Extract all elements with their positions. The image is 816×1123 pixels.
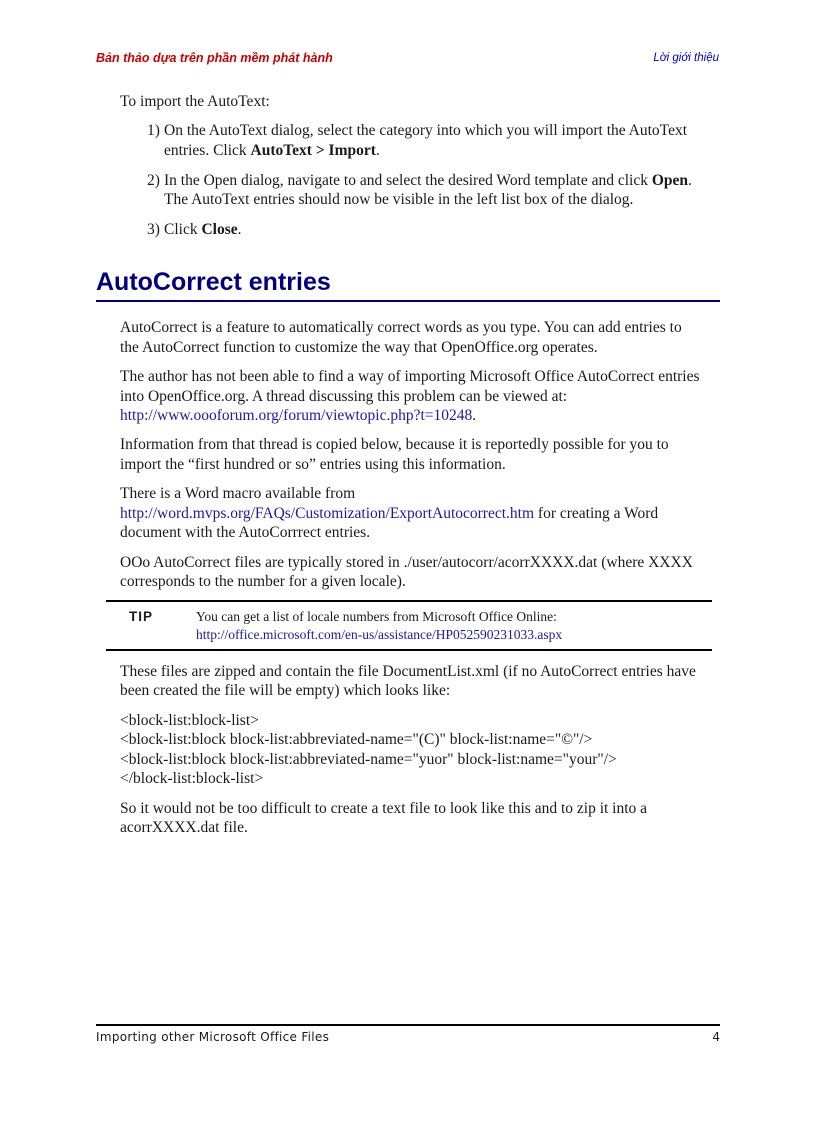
code-line-3: <block-list:block block-list:abbreviated-name="yuor" block-list:name="your"/> [120,751,617,768]
paragraph-2-line2: into OpenOffice.org. A thread discussing this problem can be viewed at: [120,388,568,405]
page-number: 4 [712,1030,720,1044]
step-3-number: 3) [147,221,160,238]
step-2-number: 2) [147,172,160,189]
code-line-1: <block-list:block-list> [120,712,259,729]
step-1-line1: On the AutoText dialog, select the category into which you will import the AutoText [164,122,688,139]
tip-label: TIP [129,609,154,624]
footer-title: Importing other Microsoft Office Files [96,1030,330,1044]
office-online-link[interactable]: http://office.microsoft.com/en-us/assistance/HP052590231033.aspx [196,627,563,642]
step-3-line: Click Close. [164,221,242,238]
step-2-line1: In the Open dialog, navigate to and select the desired Word template and click Open. [164,172,692,189]
paragraph-2-line1: The author has not been able to find a way of importing Microsoft Office AutoCorrect entries [120,368,700,385]
paragraph-6-line2: been created the file will be empty) which looks like: [120,682,451,699]
header-right-title: Lời giới thiệu [653,52,719,64]
tip-line: You can get a list of locale numbers from Microsoft Office Online: [196,609,557,624]
tip-bottom-rule [106,649,712,651]
tip-text [196,608,562,644]
paragraph-6-line1: These files are zipped and contain the file DocumentList.xml (if no AutoCorrect entries have [120,663,696,680]
intro-text: To import the AutoText: [120,93,270,110]
code-line-4: </block-list:block-list> [120,770,264,787]
paragraph-5-line2: corresponds to the number for a given locale). [120,573,406,590]
open-command: Open [651,172,689,189]
oooforum-link[interactable]: http://www.oooforum.org/forum/viewtopic.php?t=10248 [120,407,473,424]
paragraph-1-line1: AutoCorrect is a feature to automatically correct words as you type. You can add entries to [120,319,682,336]
code-line-2: <block-list:block block-list:abbreviated-name="(C)" block-list:name="©"/> [120,731,593,748]
paragraph-3-line1: Information from that thread is copied below, because it is reportedly possible for you to [120,436,669,453]
autotext-import-command: AutoText > Import [250,142,376,159]
paragraph-7-line1: So it would not be too difficult to create a text file to look like this and to zip it into a [120,800,648,817]
paragraph-3-line2: import the “first hundred or so” entries using this information. [120,456,506,473]
step-2-line2: The AutoText entries should now be visible in the left list box of the dialog. [164,191,634,208]
paragraph-2-line3: http://www.oooforum.org/forum/viewtopic.php?t=10248. [120,407,477,424]
paragraph-4-line1: There is a Word macro available from [120,485,356,502]
paragraph-7-line2: acorrXXXX.dat file. [120,819,248,836]
close-command: Close [201,221,238,238]
paragraph-4-line3: document with the AutoCorrrect entries. [120,524,371,541]
footer-rule [96,1024,720,1026]
paragraph-4-line2: http://word.mvps.org/FAQs/Customization/ExportAutocorrect.htm for creating a Word [120,505,659,522]
heading-rule [96,300,720,302]
header-left-title: Bản thảo dựa trên phần mềm phát hành [96,51,333,65]
step-1-line2: entries. Click AutoText > Import. [164,142,380,159]
paragraph-5-line1: OOo AutoCorrect files are typically stored in ./user/autocorr/acorrXXXX.dat (where XXXX [120,554,693,571]
tip-top-rule [106,600,712,602]
word-mvps-link[interactable]: http://word.mvps.org/FAQs/Customization/ExportAutocorrect.htm [120,505,535,522]
paragraph-1-line2: the AutoCorrect function to customize the way that OpenOffice.org operates. [120,339,598,356]
section-heading: AutoCorrect entries [96,268,331,296]
step-1-number: 1) [147,122,160,139]
